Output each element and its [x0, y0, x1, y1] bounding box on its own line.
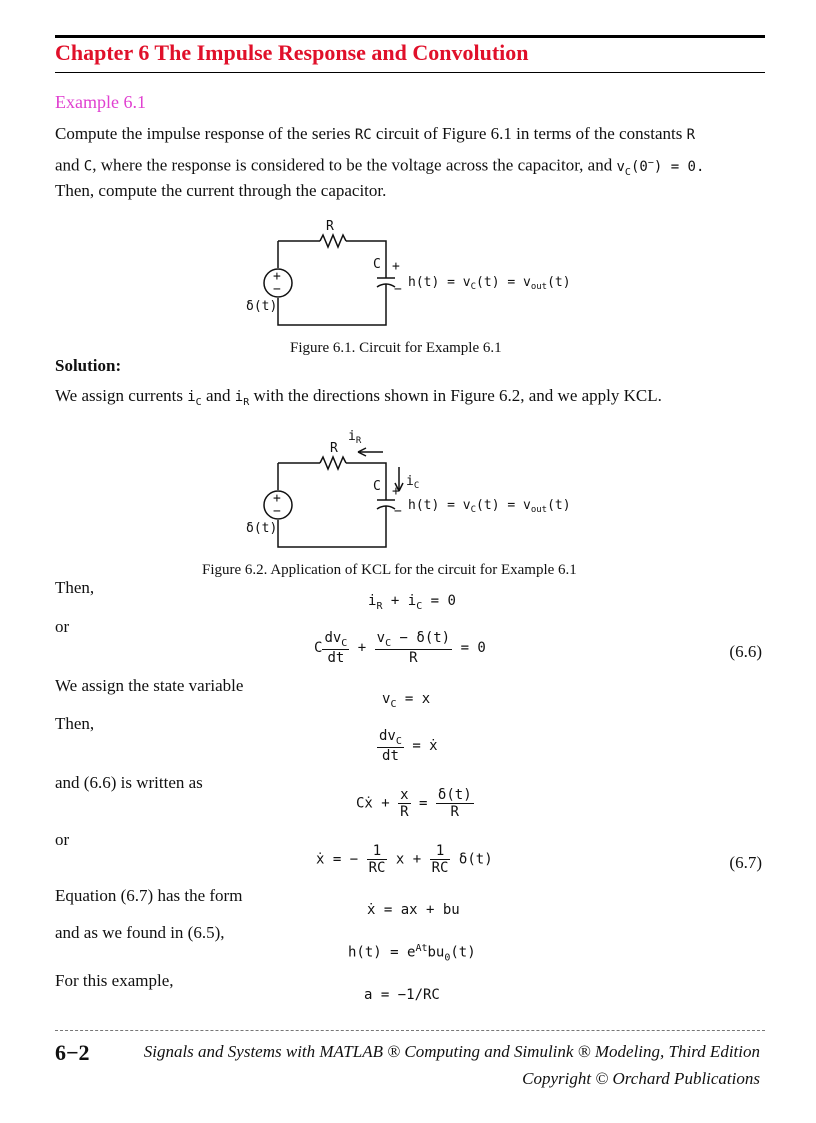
figure2-source-label: δ(t) [246, 521, 278, 536]
eq-form: ẋ = ax + bu [367, 902, 460, 918]
figure2-r-label: R [330, 441, 338, 456]
page-number: 6−2 [55, 1040, 90, 1065]
book-title: Signals and Systems with MATLAB ® Computing and Simulink ® Modeling, Third Edition [143, 1042, 760, 1061]
figure-6-1-caption: Figure 6.1. Circuit for Example 6.1 [290, 340, 502, 356]
source-minus: − [273, 282, 281, 297]
eq-number-6-7: (6.7) [729, 853, 762, 872]
chapter-title: Chapter 6 The Impulse Response and Convolution [55, 40, 529, 65]
figure2-ir-label: $i_R$ [348, 429, 362, 446]
problem-line-2: and C, where the response is considered to be the voltage across the capacitor, and $v_C(0^-) = 0$. [55, 155, 705, 178]
then-1: Then, [55, 578, 95, 597]
figure1-minus: − [394, 282, 402, 297]
figure-6-2-circuit [240, 425, 600, 553]
problem-line-1: Compute the impulse response of the series RC circuit of Figure 6.1 in terms of the constants R [55, 124, 696, 143]
or-1: or [55, 617, 70, 636]
eq-deriv: $\frac{dv_C}{dt}$ = ẋ [379, 728, 438, 764]
header-bottom-rule [55, 72, 765, 73]
figure1-c-label: C [373, 257, 381, 272]
copyright: Copyright © Orchard Publications [522, 1069, 760, 1088]
figure2-minus: − [394, 504, 402, 519]
or-2: or [55, 830, 70, 849]
figure1-source-label: δ(t) [246, 299, 278, 314]
eq-6-6: C $\frac{dv_C}{dt}$ + $\frac{v_C - \delta(t)}{R}$ = 0 [314, 630, 486, 666]
figure1-plus: + [392, 259, 400, 274]
footer-rule [55, 1030, 765, 1031]
source-plus: + [273, 269, 281, 284]
eq-kcl: $i_R + i_C = 0$ [368, 593, 456, 612]
wire-bottom [278, 284, 386, 325]
written-text: and (6.6) is written as [55, 773, 203, 792]
solution-text: We assign currents $i_C$ and $i_R$ with the directions shown in Figure 6.2, and we apply KCL. [55, 386, 662, 408]
eq-a: a = −1/RC [364, 987, 440, 1003]
eq-written: Cẋ + $\frac{x}{R}$ = $\frac{\delta(t)}{R}$ [356, 787, 472, 820]
eq-number-6-6: (6.6) [729, 642, 762, 661]
then-2: Then, [55, 714, 95, 733]
figure-6-1-circuit [240, 212, 600, 330]
eq-h: $h(t) = e^{At}bu_0(t)$ [348, 943, 476, 964]
figure2-ic-label: $i_C$ [406, 474, 420, 491]
figure2-plus: + [392, 484, 400, 499]
eq-6-7: ẋ = − $\frac{1}{RC}$ x + $\frac{1}{RC}$ δ(t) [316, 843, 493, 876]
header-top-rule [55, 35, 765, 38]
example-title: Example 6.1 [55, 92, 146, 112]
figure1-output-label: $h(t) = v_C(t) = v_{out}(t)$ [408, 275, 571, 292]
figure-6-2-caption: Figure 6.2. Application of KCL for the circuit for Example 6.1 [202, 562, 577, 578]
resistor-r-2 [320, 457, 346, 469]
eq-state: $v_C = x$ [382, 691, 431, 710]
solution-heading: Solution: [55, 356, 122, 375]
assign-state-text: We assign the state variable [55, 676, 244, 695]
source-minus-2: − [273, 504, 281, 519]
example-text: For this example, [55, 971, 174, 990]
source-plus-2: + [273, 491, 281, 506]
resistor-r [320, 235, 346, 247]
figure2-c-label: C [373, 479, 381, 494]
figure1-r-label: R [326, 219, 334, 234]
figure2-output-label: $h(t) = v_C(t) = v_{out}(t)$ [408, 498, 571, 515]
form-text: Equation (6.7) has the form [55, 886, 243, 905]
found-text: and as we found in (6.5), [55, 923, 225, 942]
problem-line-3: Then, compute the current through the capacitor. [55, 181, 387, 200]
